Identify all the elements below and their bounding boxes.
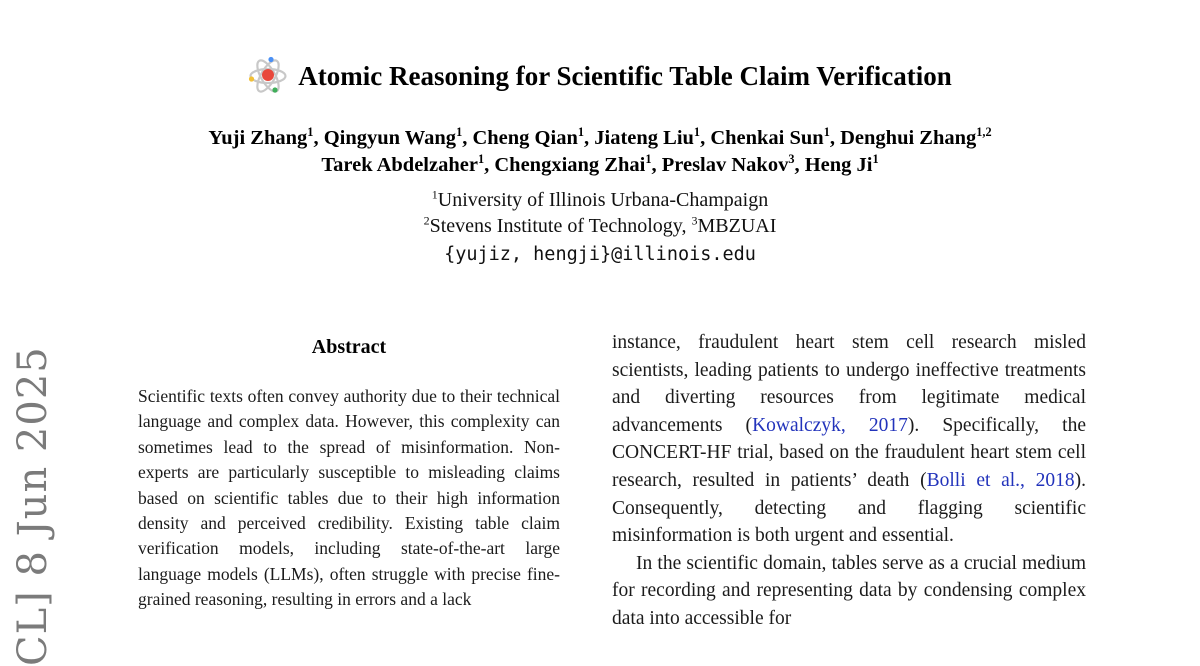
author-name: Chengxiang Zhai: [494, 154, 646, 176]
author-separator: ,: [484, 154, 495, 176]
author-line-1: [0, 125, 1200, 152]
author-list: [0, 125, 1200, 179]
author: [324, 127, 473, 149]
citation-bolli-2018[interactable]: Bolli et al., 2018: [926, 469, 1075, 491]
author-superscript: 1: [872, 152, 879, 167]
title-row: [0, 56, 1200, 96]
email-line: {yujiz, hengji}@illinois.edu: [444, 244, 756, 265]
affiliation-text: University of Illinois Urbana-Champaign: [437, 189, 769, 211]
author-superscript: 1,2: [976, 125, 992, 140]
author-name: Preslav Nakov: [661, 154, 789, 176]
affiliation-text: Stevens Institute of Technology,: [429, 215, 692, 237]
author-name: Heng Ji: [804, 154, 873, 176]
affiliation-superscript: 2: [423, 213, 430, 228]
intro-column: [612, 329, 1086, 633]
author-separator: ,: [829, 127, 841, 149]
author-separator: ,: [651, 154, 662, 176]
author: [805, 154, 879, 176]
affiliation-superscript: 1: [431, 187, 438, 202]
author-name: Qingyun Wang: [323, 127, 457, 149]
author: [321, 154, 494, 176]
atom-icon: [248, 56, 288, 96]
author: [594, 127, 710, 149]
abstract-text: Scientific texts often convey authority due to their technical language and complex data. However, this complexity can sometimes lead to the spread of misinformation. Non-experts are particularly susceptible to misleading claims based on scientific tables due to their high information density and perceived credibility. Existing table claim verification models, including state-of-the-art large language models (LLMs), often struggle with precise fine-grained reasoning, resulting in errors and a lack: [138, 386, 560, 610]
author-superscript: 1: [645, 152, 652, 167]
author-name: Yuji Zhang: [208, 127, 308, 149]
author-separator: ,: [313, 127, 324, 149]
author: [710, 127, 840, 149]
author: [472, 127, 594, 149]
affiliation-1: [0, 187, 1200, 213]
author-superscript: 3: [788, 152, 795, 167]
affiliation-superscript: 3: [691, 213, 698, 228]
author-name: Denghui Zhang: [840, 127, 977, 149]
author-name: Tarek Abdelzaher: [321, 154, 478, 176]
author-separator: ,: [700, 127, 711, 149]
intro-paragraph-1: [612, 329, 1086, 550]
intro-text: instance, fraudulent heart stem cell research misled scientists, leading patients to undergo ineffective treatments and diverting resources from legitimate medical advancements (: [612, 332, 1086, 436]
arxiv-banner: CL] 8 Jun 2025: [10, 346, 56, 666]
paper-title: Atomic Reasoning for Scientific Table Claim Verification: [298, 60, 952, 91]
author: [662, 154, 805, 176]
citation-kowalczyk-2017[interactable]: Kowalczyk, 2017: [752, 414, 908, 436]
author: [840, 127, 992, 149]
author: [494, 154, 661, 176]
author-superscript: 1: [456, 125, 463, 140]
author-name: Chenkai Sun: [710, 127, 824, 149]
abstract-heading: Abstract: [311, 336, 387, 358]
affiliation-text: MBZUAI: [697, 215, 777, 237]
author-separator: ,: [584, 127, 595, 149]
author-separator: ,: [462, 127, 473, 149]
author-superscript: 1: [693, 125, 701, 140]
author-name: Cheng Qian: [472, 127, 578, 149]
affiliations: [0, 187, 1200, 239]
author-superscript: 1: [823, 125, 830, 140]
author-superscript: 1: [307, 125, 314, 140]
author-superscript: 1: [477, 152, 485, 167]
author-separator: ,: [794, 154, 805, 176]
intro-text: ). Specifically, the CONCERT-HF trial, based on the fraudulent heart stem cell research, resulted in patients’ death (: [612, 414, 1086, 491]
author-superscript: 1: [577, 125, 584, 140]
intro-text: ). Consequently, detecting and flagging scientific misinformation is both urgent and essential.: [612, 469, 1086, 547]
author-name: Jiateng Liu: [594, 127, 694, 149]
author: [208, 127, 323, 149]
affiliation-2: [0, 213, 1200, 239]
author-line-2: [0, 152, 1200, 179]
intro-paragraph-2: In the scientific domain, tables serve as a crucial medium for recording and representing data by condensing complex data into accessible for: [612, 552, 1086, 629]
